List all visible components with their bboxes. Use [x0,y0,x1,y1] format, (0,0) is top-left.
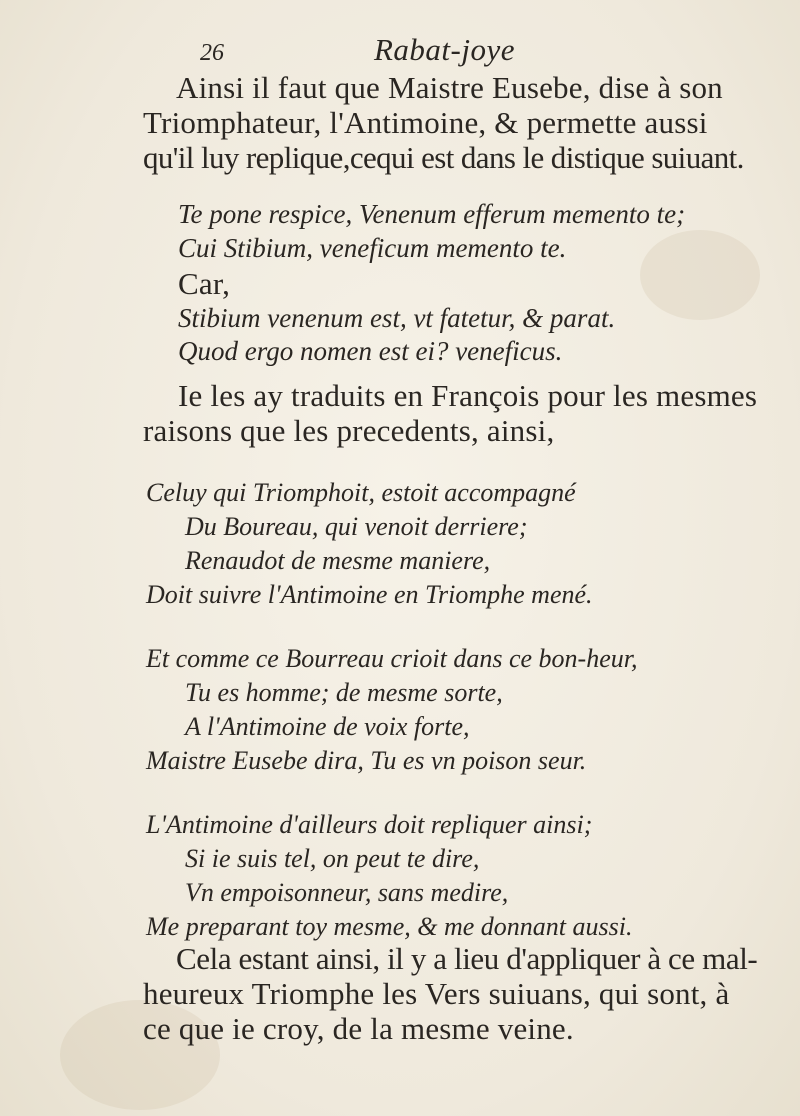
french-verse-line: Me preparant toy mesme, & me donnant aussi. [146,912,633,941]
french-verse-line: Tu es homme; de mesme sorte, [185,678,503,707]
french-verse-line: Vn empoisonneur, sans medire, [185,878,509,907]
paragraph-line: ce que ie croy, de la mesme veine. [143,1011,574,1046]
french-verse-line: Renaudot de mesme maniere, [185,546,491,575]
latin-verse-line: Te pone respice, Venenum efferum memento te; [178,199,686,229]
french-verse-line: Et comme ce Bourreau crioit dans ce bon-heur, [146,644,638,673]
running-title: Rabat-joye [374,32,516,67]
french-verse-line: Du Boureau, qui venoit derriere; [185,512,528,541]
paragraph-line: Ainsi il faut que Maistre Eusebe, dise à son [176,70,723,105]
french-verse-line: Si ie suis tel, on peut te dire, [185,844,480,873]
paragraph-line: Ie les ay traduits en François pour les mesmes [178,378,758,413]
latin-verse-line: Stibium venenum est, vt fatetur, & parat. [178,303,616,333]
paragraph-line: Cela estant ainsi, il y a lieu d'appliquer à ce mal- [176,941,758,976]
french-verse-line: A l'Antimoine de voix forte, [185,712,470,741]
french-verse-line: Celuy qui Triomphoit, estoit accompagné [146,478,576,507]
paragraph-line: qu'il luy replique,cequi est dans le distique suiuant. [143,140,744,175]
car-word: Car, [178,266,231,301]
paragraph-line: raisons que les precedents, ainsi, [143,413,555,448]
page-number: 26 [200,40,224,66]
paragraph-line: Triomphateur, l'Antimoine, & permette aussi [143,105,708,140]
french-verse-line: L'Antimoine d'ailleurs doit repliquer ainsi; [146,810,593,839]
paragraph-line: heureux Triomphe les Vers suiuans, qui sont, à [143,976,730,1011]
paper-stain [640,230,760,320]
french-verse-line: Maistre Eusebe dira, Tu es vn poison seur. [146,746,587,775]
latin-verse-line: Quod ergo nomen est ei? veneficus. [178,336,563,366]
french-verse-line: Doit suivre l'Antimoine en Triomphe mené. [146,580,593,609]
latin-verse-line: Cui Stibium, veneficum memento te. [178,233,567,263]
